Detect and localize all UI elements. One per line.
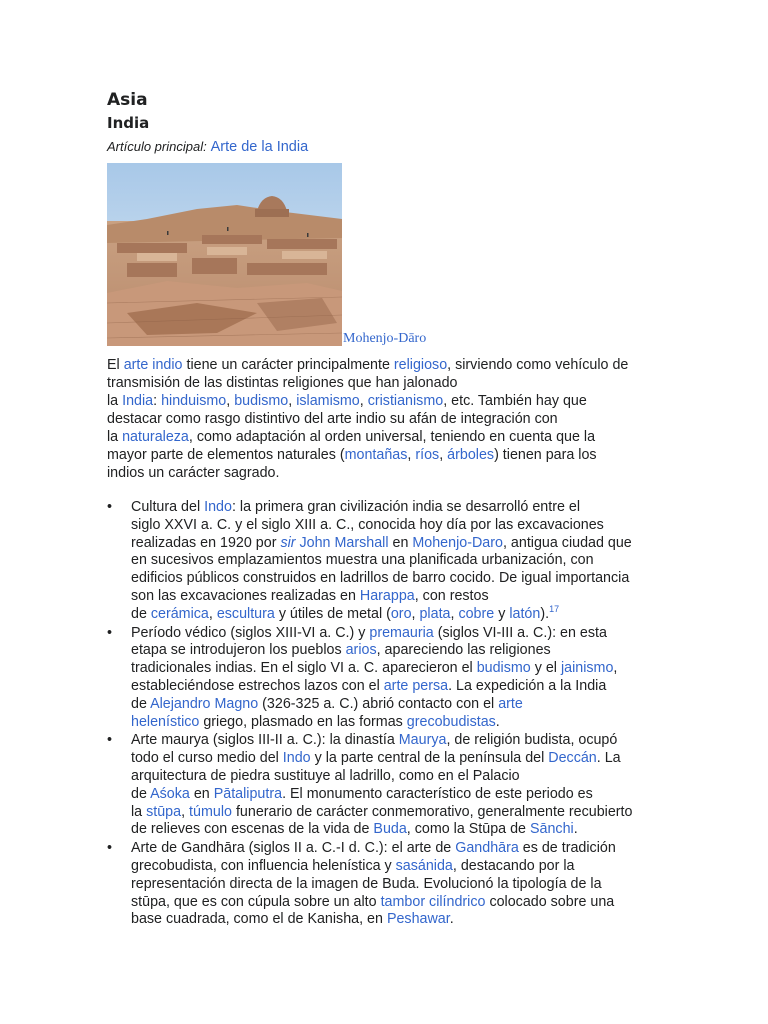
text: etapa se introdujeron los pueblos: [131, 642, 346, 659]
link-tumulo[interactable]: túmulo: [189, 803, 232, 820]
text: , de religión budista, ocupó: [446, 732, 618, 749]
text: base cuadrada, como el de Kanisha, en: [131, 911, 387, 928]
link-jainismo[interactable]: jainismo: [560, 660, 614, 677]
text-line: [131, 606, 667, 624]
link-india[interactable]: India: [122, 393, 154, 409]
text-line: [131, 552, 667, 570]
text: y útiles de metal (: [274, 605, 391, 622]
text-line: [131, 678, 667, 696]
text: son las excavaciones realizadas en: [131, 587, 360, 604]
text-line: [131, 858, 667, 876]
text: de relieves con escenas de la vida de: [131, 821, 374, 838]
text: mayor parte de elementos naturales (: [107, 447, 345, 463]
link-plata[interactable]: plata: [419, 605, 451, 622]
link-arboles[interactable]: árboles: [447, 447, 495, 463]
text: ,: [288, 393, 297, 409]
text: colocado sobre una: [485, 893, 615, 910]
link-deccan[interactable]: Deccán: [548, 750, 597, 767]
text: tradicionales indias. En el siglo VI a. C. aparecieron el: [131, 660, 477, 677]
link-hinduismo[interactable]: hinduismo: [161, 393, 227, 409]
bullet-icon: •: [107, 624, 113, 641]
text-line: [107, 374, 667, 392]
text-line: [131, 911, 667, 929]
link-gandhara[interactable]: Gandhāra: [455, 840, 519, 857]
text-line: [131, 894, 667, 912]
text: sir: [280, 534, 296, 551]
text: es de tradición: [518, 840, 616, 857]
link-arte-indio[interactable]: arte indio: [123, 357, 183, 373]
link-john-marshall[interactable]: [280, 535, 388, 551]
text: , destacando por la: [452, 857, 575, 874]
link-escultura[interactable]: escultura: [216, 605, 275, 622]
link-arios[interactable]: arios: [345, 642, 377, 659]
link-cobre[interactable]: cobre: [458, 605, 495, 622]
link-alejandro-magno[interactable]: Alejandro Magno: [150, 695, 259, 712]
text: estableciéndose estrechos lazos con el: [131, 677, 384, 694]
link-arte-helenistico-cont[interactable]: helenístico: [131, 713, 200, 730]
text: .: [495, 713, 500, 730]
link-asoka[interactable]: Aśoka: [150, 785, 190, 802]
text-line: [131, 750, 667, 768]
link-cristianismo[interactable]: cristianismo: [367, 393, 444, 409]
text: , como adaptación al orden universal, teniendo en cuenta que la: [188, 429, 596, 445]
text: ) tienen para los: [494, 447, 597, 463]
text: , sirviendo como vehículo de: [447, 357, 629, 373]
text: Arte maurya (siglos III-II a. C.): la dinastía: [131, 732, 399, 749]
text: El: [107, 357, 124, 373]
intro-paragraph: [107, 356, 667, 482]
text: ,: [181, 803, 190, 820]
hatnote-label: Artículo principal:: [107, 139, 207, 154]
link-budismo[interactable]: budismo: [234, 393, 289, 409]
text: Período védico (siglos XIII-VI a. C.) y: [131, 624, 370, 641]
text-line: [131, 732, 667, 750]
link-budismo-2[interactable]: budismo: [476, 660, 531, 677]
text: . El monumento característico de este periodo es: [282, 785, 593, 802]
link-ceramica[interactable]: cerámica: [150, 605, 209, 622]
text: de: [131, 695, 151, 712]
text: (326-325 a. C.) abrió contacto con el: [258, 695, 499, 712]
hatnote-main-article-link[interactable]: Arte de la India: [210, 139, 309, 155]
text: y: [494, 605, 510, 622]
text-line: [131, 588, 667, 606]
link-premauria[interactable]: premauria: [369, 624, 434, 641]
text: indios un carácter sagrado.: [107, 465, 280, 481]
text: de: [131, 785, 151, 802]
text-line: [131, 714, 667, 732]
text: , con restos: [414, 587, 489, 604]
link-montanas[interactable]: montañas: [344, 447, 408, 463]
text: de: [131, 605, 151, 622]
list-item-periodo-vedico: [107, 625, 667, 732]
text-line: [131, 804, 667, 822]
link-sanchi[interactable]: Sānchi: [529, 821, 574, 838]
text: y el: [530, 660, 561, 677]
text: ,: [613, 660, 618, 677]
link-harappa[interactable]: Harappa: [359, 587, 415, 604]
text-line: [107, 410, 667, 428]
list-item-cultura-del-indo: [107, 499, 667, 624]
list-item-arte-maurya: [107, 732, 667, 839]
art-periods-list: [107, 499, 667, 930]
link-islamismo[interactable]: islamismo: [296, 393, 360, 409]
text-line: [131, 517, 667, 535]
text-line: [131, 570, 667, 588]
text: en: [388, 534, 413, 551]
text-line: [131, 696, 667, 714]
hatnote: [107, 138, 308, 155]
figure-caption-link[interactable]: Mohenjo-Dāro: [343, 331, 427, 346]
text: representación directa de la imagen de Buda. Evolucionó la tipología de la: [131, 875, 602, 892]
mohenjo-daro-illustration: [107, 163, 342, 346]
text: realizadas en 1920 por: [131, 534, 281, 551]
text: grecobudista, con influencia helenística y: [131, 857, 396, 874]
text-line: [131, 840, 667, 858]
link-laton[interactable]: latón: [509, 605, 541, 622]
link-religioso[interactable]: religioso: [393, 357, 448, 373]
text: la: [107, 429, 123, 445]
text: :: [153, 393, 162, 409]
text: . La: [596, 750, 621, 767]
text-line: [131, 535, 667, 553]
text: todo el curso medio del: [131, 750, 283, 767]
text: : la primera gran civilización india se desarrolló entre el: [231, 499, 581, 515]
text: , apareciendo las religiones: [376, 642, 551, 659]
link-stupa[interactable]: stūpa: [146, 803, 182, 820]
link-arte-helenistico[interactable]: arte: [498, 695, 523, 712]
link-grecobudistas[interactable]: grecobudistas: [406, 713, 496, 730]
text-line: [107, 446, 667, 464]
text: ,: [226, 393, 235, 409]
text-line: [107, 392, 667, 410]
text-line: [131, 768, 667, 786]
text: ,: [450, 605, 459, 622]
text-line: [131, 786, 667, 804]
text: John Marshall: [295, 534, 389, 551]
bullet-icon: •: [107, 732, 113, 749]
link-rios[interactable]: ríos: [415, 447, 440, 463]
link-mohenjo-daro[interactable]: Mohenjo-Daro: [412, 534, 503, 551]
list-item-arte-de-gandhara: [107, 840, 667, 929]
text: ,: [439, 447, 448, 463]
link-sasanida[interactable]: sasánida: [395, 857, 453, 874]
text: tiene un carácter principalmente: [182, 357, 394, 373]
text: la: [107, 393, 123, 409]
text: griego, plasmado en las formas: [199, 713, 407, 730]
link-tambor-cilindrico[interactable]: tambor cilíndrico: [380, 893, 486, 910]
text: Arte de Gandhāra (siglos II a. C.-I d. C.): el arte de: [131, 840, 456, 857]
text: ,: [407, 447, 416, 463]
footnote-link-17[interactable]: 17: [549, 604, 560, 615]
text-line: [107, 428, 667, 446]
text: en: [189, 785, 214, 802]
text: Cultura del: [131, 499, 205, 515]
text: ,: [359, 393, 368, 409]
text: en sucesivos emplazamientos muestra una planificada urbanización, con: [131, 552, 594, 569]
link-maurya[interactable]: Maurya: [398, 732, 447, 749]
text: .: [573, 821, 578, 838]
text: arquitectura de piedra sustituye al ladrillo, como en el Palacio: [131, 767, 520, 784]
bullet-icon: •: [107, 499, 113, 515]
text-line: [131, 499, 667, 517]
text-line: [131, 821, 667, 839]
section-heading-asia: Asia: [107, 90, 148, 110]
text: .: [449, 911, 454, 928]
text: , etc. También hay que: [443, 393, 587, 409]
text-line: [131, 876, 667, 894]
text: , como la Stūpa de: [406, 821, 530, 838]
link-indo[interactable]: Indo: [204, 499, 232, 515]
text: . La expedición a la India: [448, 677, 607, 694]
link-oro[interactable]: oro: [390, 605, 412, 622]
text: ,: [208, 605, 217, 622]
text: , antigua ciudad que: [502, 534, 632, 551]
text: ,: [411, 605, 420, 622]
link-arte-persa[interactable]: arte persa: [383, 677, 449, 694]
text-line: [107, 356, 667, 374]
bullet-icon: •: [107, 840, 113, 857]
mohenjo-daro-photo[interactable]: [107, 163, 342, 346]
text-line: [107, 464, 667, 482]
text: funerario de carácter conmemorativo, generalmente recubierto: [231, 803, 633, 820]
link-naturaleza[interactable]: naturaleza: [122, 429, 189, 445]
link-peshawar[interactable]: Peshawar: [386, 911, 450, 928]
text-line: [131, 660, 667, 678]
text: siglo XXVI a. C. y el siglo XIII a. C., conocida hoy día por las excavaciones: [131, 516, 604, 533]
link-buda[interactable]: Buda: [373, 821, 407, 838]
text: destacar como rasgo distintivo del arte indio su afán de integración con: [107, 411, 558, 427]
subsection-heading-india: India: [107, 114, 150, 132]
text: stūpa, que es con cúpula sobre un alto: [131, 893, 381, 910]
text: (siglos VI-III a. C.): en esta: [433, 624, 607, 641]
text: edificios públicos construidos en ladrillos de barro cocido. De igual importancia: [131, 570, 630, 587]
text: y la parte central de la península del: [310, 750, 549, 767]
text: ).: [540, 605, 550, 622]
link-pataliputra[interactable]: Pātaliputra: [213, 785, 283, 802]
link-indo-2[interactable]: Indo: [282, 750, 311, 767]
text: la: [131, 803, 147, 820]
text-line: [131, 625, 667, 643]
text: transmisión de las distintas religiones que han jalonado: [107, 375, 458, 391]
text-line: [131, 642, 667, 660]
